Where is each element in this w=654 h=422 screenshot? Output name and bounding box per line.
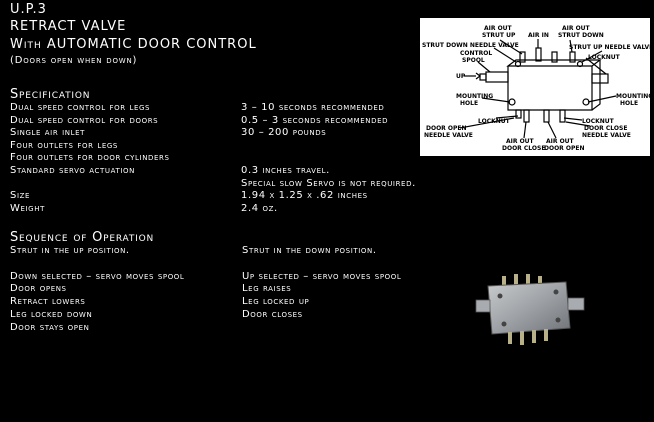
label-mounting-hole-right-2: HOLE (620, 100, 639, 107)
product-title: U.P.3 (10, 2, 47, 17)
label-mounting-hole-left-2: HOLE (460, 100, 479, 107)
spec-label: Size (10, 190, 31, 202)
label-up: UP (456, 73, 466, 80)
product-subtitle: RETRACT VALVE (10, 19, 127, 34)
sequence-step-down: Retract lowers (10, 296, 86, 308)
spec-value: 2.4 oz. (241, 202, 278, 214)
spec-value: Special slow Servo is not required. (241, 177, 416, 189)
specification-heading: Specification (10, 87, 91, 102)
label-door-close-needle-1: DOOR CLOSE (584, 125, 628, 132)
valve-diagram-svg (420, 18, 650, 156)
sequence-step-up: Up selected – servo moves spool (242, 270, 402, 282)
product-note: (Doors open when down) (10, 55, 138, 66)
spec-label: Standard servo actuation (10, 165, 135, 176)
spec-label: Dual speed control for doors (10, 114, 159, 126)
valve-diagram (420, 18, 650, 156)
label-air-out-door-close-1: AIR OUT (506, 138, 534, 145)
spec-label: Weight (10, 202, 45, 214)
label-door-open-needle-1: DOOR OPEN (426, 125, 467, 132)
spec-value: 1.94 x 1.25 x .62 inches (241, 190, 368, 202)
label-mounting-hole-left-1: MOUNTING (456, 93, 494, 100)
sequence-step-down: Leg locked down (10, 309, 93, 320)
spec-label: Single air inlet (10, 127, 85, 139)
spec-label: Four outlets for door cylinders (10, 152, 170, 164)
spec-value: 30 – 200 pounds (241, 127, 327, 139)
spec-value: 0.3 inches travel. (241, 165, 330, 176)
label-air-out-strut-up-1: AIR OUT (484, 25, 512, 32)
sequence-step-down: Strut in the up position. (10, 245, 130, 256)
label-air-in: AIR IN (528, 32, 549, 39)
spec-label: Dual speed control for legs (10, 102, 151, 113)
valve-photo-drawing (470, 268, 590, 348)
spec-value: 3 – 10 seconds recommended (241, 102, 385, 113)
label-strut-up-needle: STRUT UP NEEDLE VALVE (569, 44, 650, 51)
sequence-heading: Sequence of Operation (10, 230, 154, 245)
label-door-open-needle-2: NEEDLE VALVE (424, 132, 473, 139)
label-locknut-left: LOCKNUT (478, 118, 510, 125)
product-subtitle-2: With AUTOMATIC DOOR CONTROL (10, 37, 257, 52)
spec-label: Four outlets for legs (10, 139, 118, 151)
sequence-step-up: Leg raises (242, 283, 292, 295)
label-locknut-right: LOCKNUT (582, 118, 614, 125)
sequence-step-down: Door stays open (10, 321, 90, 333)
label-strut-down-needle: STRUT DOWN NEEDLE VALVE (422, 42, 519, 49)
label-air-out-door-open-2: DOOR OPEN (544, 145, 585, 152)
label-control-spool-2: SPOOL (462, 57, 485, 64)
sequence-step-up: Leg locked up (242, 296, 310, 308)
sequence-step-up: Door closes (242, 309, 303, 320)
label-air-out-door-close-2: DOOR CLOSE (502, 145, 546, 152)
label-air-out-strut-down-1: AIR OUT (562, 25, 590, 32)
sequence-step-down: Door opens (10, 283, 67, 295)
sequence-step-down: Down selected – servo moves spool (10, 270, 185, 282)
label-air-out-strut-down-2: STRUT DOWN (558, 32, 604, 39)
label-door-close-needle-2: NEEDLE VALVE (582, 132, 631, 139)
sequence-step-up: Strut in the down position. (242, 245, 377, 256)
spec-value: 0.5 – 3 seconds recommended (241, 114, 389, 126)
label-air-out-door-open-1: AIR OUT (546, 138, 574, 145)
label-control-spool-1: CONTROL (460, 50, 493, 57)
label-air-out-strut-up-2: STRUT UP (482, 32, 516, 39)
valve-photo (470, 268, 590, 348)
label-mounting-hole-right-1: MOUNTING (616, 93, 650, 100)
label-locknut-top: LOCKNUT (588, 54, 620, 61)
